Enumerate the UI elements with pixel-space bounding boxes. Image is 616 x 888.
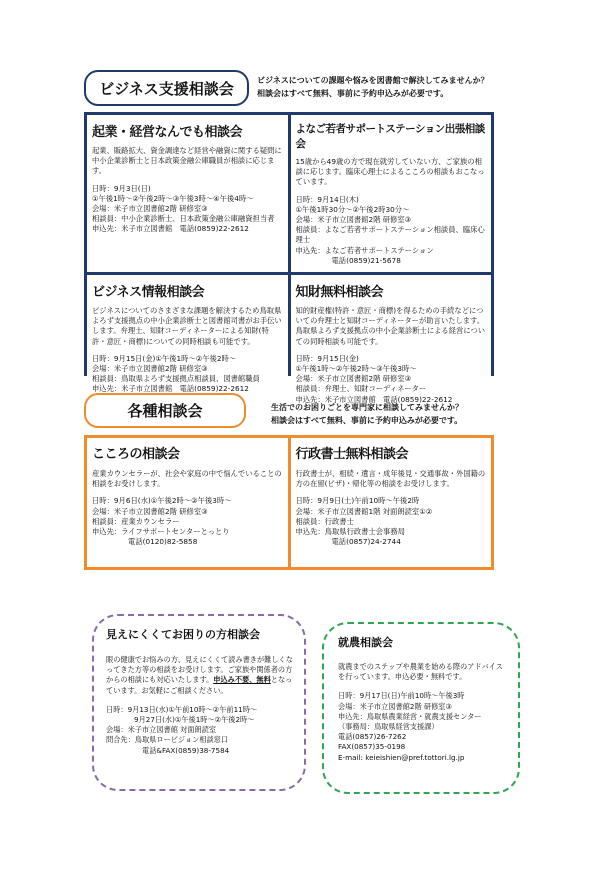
farming-desc: 就農までのステップや農業を始める際のアドバイスを行っています。申込必要・無料です。 [338, 662, 503, 682]
business-cell-info [87, 275, 288, 411]
cell-line: ①午後1時～②午後2時～③午後3時～ [295, 364, 417, 374]
low-vision-line: 会場：米子市立図書館 対面朗読室 [106, 725, 217, 735]
cell-line: 日時：9月15日(金) [295, 353, 359, 363]
cell-line: 会場：米子市立図書館1階 対面朗読室①② [295, 506, 433, 516]
various-intro-line: 生活でのお困りごとを専門家に相談してみませんか？ [271, 403, 463, 412]
cell-line: 日時：9月6日(水)①午後2時～②午後3時～ [92, 496, 232, 506]
cell-line: 申込先：米子市立図書館 電話(0859)22-2612 [92, 384, 249, 394]
various-grid [84, 435, 494, 570]
cell-line: 申込先：鳥取県行政書士会事務局 [295, 527, 405, 537]
low-vision-box [92, 614, 306, 791]
farming-line: （事務局：鳥取県経営支援課） [338, 722, 439, 732]
cell-line: 日時：9月3日(日) [92, 183, 151, 193]
cell-line: 日時：9月9日(土)午前10時～午後2時 [295, 496, 420, 506]
cell-desc: 起業、販路拡大、資金調達など経営や融資に関する疑問に中小企業診断士と日本政策金融公庫職員が相談に応じます。 [92, 146, 282, 176]
cell-title: こころの相談会 [92, 447, 180, 462]
cell-line: 相談員：産業カウンセラー [92, 516, 180, 526]
cell-title: よなご若者サポートステーション出張相談会 [295, 123, 485, 150]
business-cell-startup [87, 115, 288, 272]
cell-line: 申込先：よなご若者サポートステーション [295, 245, 434, 255]
cell-title: ビジネス情報相談会 [92, 285, 205, 301]
various-intro-line: 相談会はすべて無料、事前に予約申込みが必要です。 [271, 416, 463, 425]
farming-line: E-mail: keieishien@pref.tottori.lg.jp [338, 752, 465, 762]
various-intro [271, 401, 463, 427]
business-intro-line: 相談会はすべて無料、事前に予約申込みが必要です。 [257, 89, 449, 98]
low-vision-title: 見えにくくてお困りの方相談会 [106, 628, 260, 641]
business-cell-youth-support [291, 115, 492, 272]
cell-line: ①午後1時30分～②午後2時30分～ [295, 204, 410, 214]
farming-title: 就農相談会 [338, 636, 393, 649]
cell-title: 行政書士無料相談会 [295, 447, 409, 462]
various-cell-admin-scrivener [291, 438, 492, 567]
business-grid [84, 112, 494, 404]
various-cell-mind [87, 438, 288, 567]
farming-line: 電話(0857)26-7262 [338, 732, 407, 742]
cell-line: 会場：米子市立図書館2階 研修室③ [92, 506, 208, 516]
cell-title: 起業・経営なんでも相談会 [92, 125, 243, 140]
farming-line: 申込先：鳥取県農業経営・就農支援センター [338, 711, 482, 721]
cell-line: 電話(0857)24-2744 [331, 537, 401, 547]
cell-title: 知財無料相談会 [295, 285, 384, 301]
low-vision-line: 日時：9月13日(水)①午前10時～②午前11時～ [106, 704, 258, 714]
cell-line: 相談員：中小企業診断士、日本政策金融公庫融資担当者 [92, 214, 275, 224]
business-intro [257, 74, 489, 100]
cell-desc: 知的財産権(特許・意匠・商標)を得るための手続などについての弁理士と知財コーディネーターが助言いたします。鳥取県よろず支援拠点の中小企業診断士による経営についての同時相談も可能です。 [295, 306, 486, 346]
business-intro-line: ビジネスについての課題や悩みを図書館で解決してみませんか？ [257, 76, 489, 85]
low-vision-line: 9月27日(水)①午後1時～②午後2時～ [134, 715, 255, 725]
low-vision-line: 問合先：鳥取県ロービジョン相談窓口 [106, 735, 229, 745]
cell-line: 電話(0120)82-5858 [128, 537, 198, 547]
various-section-title: 各種相談会 [84, 393, 246, 428]
cell-line: 申込先：米子市立図書館 電話(0859)22-2612 [92, 224, 249, 234]
business-section-title: ビジネス支援相談会 [84, 70, 249, 106]
cell-line: 相談員：鳥取県よろず支援拠点相談員、図書館職員 [92, 374, 260, 384]
farming-line: 会場：米子市立図書館2階 研修室③ [338, 701, 452, 711]
cell-line: 会場：米子市立図書館2階 研修室③ [295, 374, 412, 384]
cell-line: 日時：9月14日(木) [295, 194, 359, 204]
farming-box [322, 622, 520, 794]
cell-desc: 15歳から49歳の方で現在就労していない方、ご家族の相談に応じます。臨床心理士によるこころの相談もおこなっています。 [295, 157, 485, 187]
cell-desc: ビジネスについてのさまざまな課題を解決するため鳥取県よろず支援拠点の中小企業診断士と図書館司書がお手伝いします。弁理士、知財コーディネーターによる知財(特許・意匠・商標)についての同時相談も可能です。 [92, 306, 282, 346]
business-cell-ip [291, 275, 492, 411]
cell-line: 相談員：行政書士 [295, 516, 354, 526]
cell-line: 申込先：ライフサポートセンターとっとり [92, 527, 230, 537]
cell-line: 会場：米子市立図書館2階 研修室③ [92, 364, 208, 374]
cell-line: 会場：米子市立図書館2階 研修室③ [295, 215, 412, 225]
farming-line: 日時：9月17日(日)午前10時～午後3時 [338, 691, 465, 701]
cell-line: 日時：9月15日(金)①午後1時～②午後2時～ [92, 353, 237, 363]
cell-line: 相談員：弁理士、知財コーディネーター [295, 384, 427, 394]
farming-line: FAX(0857)35-0198 [338, 742, 406, 752]
cell-line: 申込先：米子市立図書館 電話(0859)22-2612 [295, 394, 453, 404]
low-vision-line: 電話&FAX(0859)38-7584 [142, 745, 230, 755]
cell-line: 電話(0859)21-5678 [331, 255, 401, 265]
cell-desc: 行政書士が、相続・遺言・成年後見・交通事故・外国籍の方の在留(ビザ)・帰化等の相談をお受けします。 [295, 469, 486, 489]
cell-line: 会場：米子市立図書館2階 研修室③ [92, 204, 208, 214]
cell-desc: 産業カウンセラーが、社会や家庭の中で悩んでいることの相談をお受けします。 [92, 469, 282, 489]
cell-line: ①午後1時～②午後2時～③午後3時～④午後4時～ [92, 193, 254, 203]
cell-line: 相談員：よなご若者サポートステーション相談員、臨床心理士 [295, 225, 485, 245]
low-vision-desc: 眼の健康でお悩みの方、見えにくくて読み書きが難しくなってきた方等の相談をお受けします。ご家族や関係者の方からの相談にも対応いたします。申込み不要、無料となっています。お気軽にご相談ください。 [106, 655, 293, 695]
